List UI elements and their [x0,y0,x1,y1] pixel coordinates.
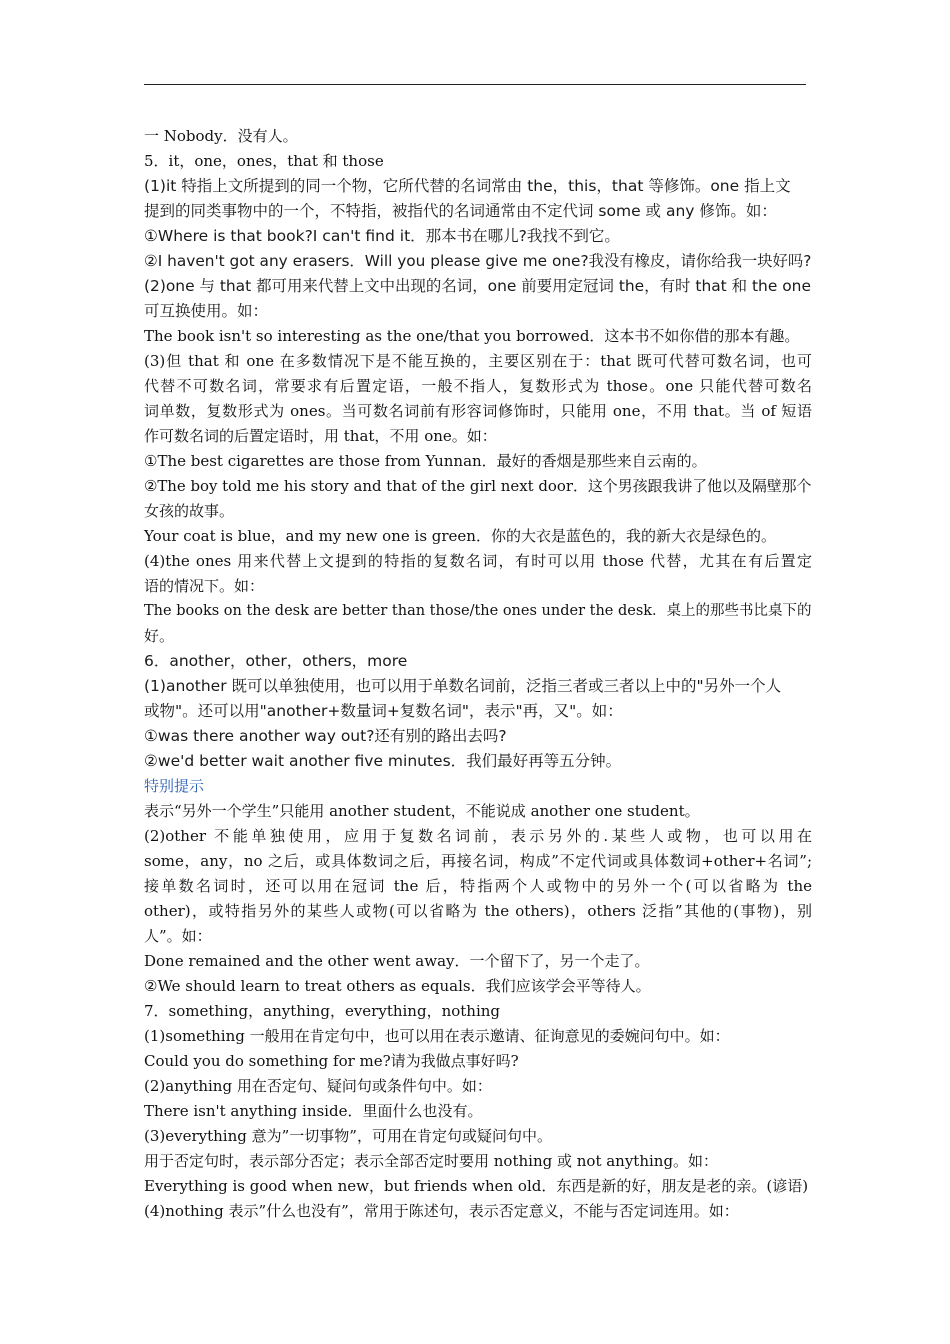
text-line: 表示“另外一个学生”只能用 another student，不能说成 another one student。 [144,802,700,820]
text-line: (1)it 特指上文所提到的同一个物，它所代替的名词常由 the，this，that 等修饰。one 指上文 [144,177,791,195]
example-line: ②The boy told me his story and that of the girl next door．这个男孩跟我讲了他以及隔壁那个 [144,477,812,495]
header-rule [144,84,806,85]
embedded-text-image [144,649,812,774]
text-line: (4)nothing 表示”什么也没有”，常用于陈述句，表示否定意义，不能与否定词连用。如： [144,1202,739,1220]
text-line: (2)other 不能单独使用，应用于复数名词前，表示另外的.某些人或物，也可以用在 [144,827,812,845]
text-line: 好。 [144,627,175,645]
text-line: (2)one 与 that 都可用来代替上文中出现的名词，one 前要用定冠词 the，有时 that 和 the one [144,277,811,295]
text-line: (4)the ones 用来代替上文提到的特指的复数名词，有时可以用 those 代替，尤其在有后置定 [144,552,812,570]
text-line: 代替不可数名词，常要求有后置定语，一般不指人，复数形式为 those。one 只能代替可数名 [144,377,812,395]
text-line: 可互换使用。如： [144,302,269,320]
section-heading: 7．something，anything，everything，nothing [144,1002,501,1020]
example-line: ②We should learn to treat others as equals．我们应该学会平等待人。 [144,977,651,995]
example-line: Could you do something for me?请为我做点事好吗? [144,1052,519,1070]
example-line: There isn't anything inside．里面什么也没有。 [144,1102,483,1120]
example-line: Done remained and the other went away．一个留下了，另一个走了。 [144,952,650,970]
text-line: 语的情况下。如： [144,577,265,595]
example-line: ①The best cigarettes are those from Yunnan．最好的香烟是那些来自云南的。 [144,452,707,470]
text-line: 或物"。还可以用"another+数量词+复数名词"，表示"再，又"。如： [144,702,623,720]
example-line: Your coat is blue，and my new one is green．你的大衣是蓝色的，我的新大衣是绿色的。 [144,527,776,545]
text-line: 作可数名词的后置定语时，用 that，不用 one。如： [144,427,497,445]
document-body [144,124,812,1224]
example-line: ②we'd better wait another five minutes．我们最好再等五分钟。 [144,752,622,770]
text-line: other)，或特指另外的某些人或物(可以省略为 the others)，others 泛指”其他的(事物)，别 [144,902,812,920]
text-line: (3)everything 意为”一切事物”，可用在肯定句或疑问句中。 [144,1127,552,1145]
text-line: some，any，no 之后，或具体数词之后，再接名词，构成”不定代词或具体数词+other+名词”; [144,852,812,870]
example-line: ①was there another way out?还有别的路出去吗? [144,727,507,745]
text-line: 人”。如： [144,927,212,945]
text-line: (3)但 that 和 one 在多数情况下是不能互换的，主要区别在于：that 既可代替可数名词，也可 [144,352,812,370]
example-line: ②I haven't got any erasers．Will you please give me one?我没有橡皮，请你给我一块好吗? [144,252,812,270]
text-line: 接单数名词时，还可以用在冠词 the 后，特指两个人或物中的另外一个(可以省略为 the [144,877,812,895]
embedded-text-image [144,174,812,324]
text-line: 用于否定句时，表示部分否定；表示全部否定时要用 nothing 或 not anything。如： [144,1152,719,1170]
example-line: Everything is good when new，but friends when old．东西是新的好，朋友是老的亲。(谚语) [144,1177,809,1195]
example-line: The book isn't so interesting as the one/that you borrowed．这本书不如你借的那本有趣。 [144,327,800,345]
text-line: 词单数，复数形式为 ones。当可数名词前有形容词修饰时，只能用 one，不用 that。当 of 短语 [144,402,812,420]
section-heading: 5．it，one，ones，that 和 those [144,152,384,170]
text-line: (1)something 一般用在肯定句中，也可以用在表示邀请、征询意见的委婉问句中。如： [144,1027,730,1045]
text-line: (1)another 既可以单独使用，也可以用于单数名词前，泛指三者或三者以上中的"另外一个人 [144,677,782,695]
example-line: ①Where is that book?I can't find it．那本书在哪儿?我找不到它。 [144,227,620,245]
section-heading: 6．another，other，others，more [144,652,408,670]
text-line: (2)anything 用在否定句、疑问句或条件句中。如： [144,1077,492,1095]
text-line: 女孩的故事。 [144,502,235,520]
text-line: 提到的同类事物中的一个，不特指，被指代的名词通常由不定代词 some 或 any 修饰。如： [144,202,777,220]
special-tip-heading: 特别提示 [144,777,205,795]
example-line: The books on the desk are better than those/the ones under the desk．桌上的那些书比桌下的 [144,603,812,619]
text-line: 一 Nobody．没有人。 [144,127,298,145]
